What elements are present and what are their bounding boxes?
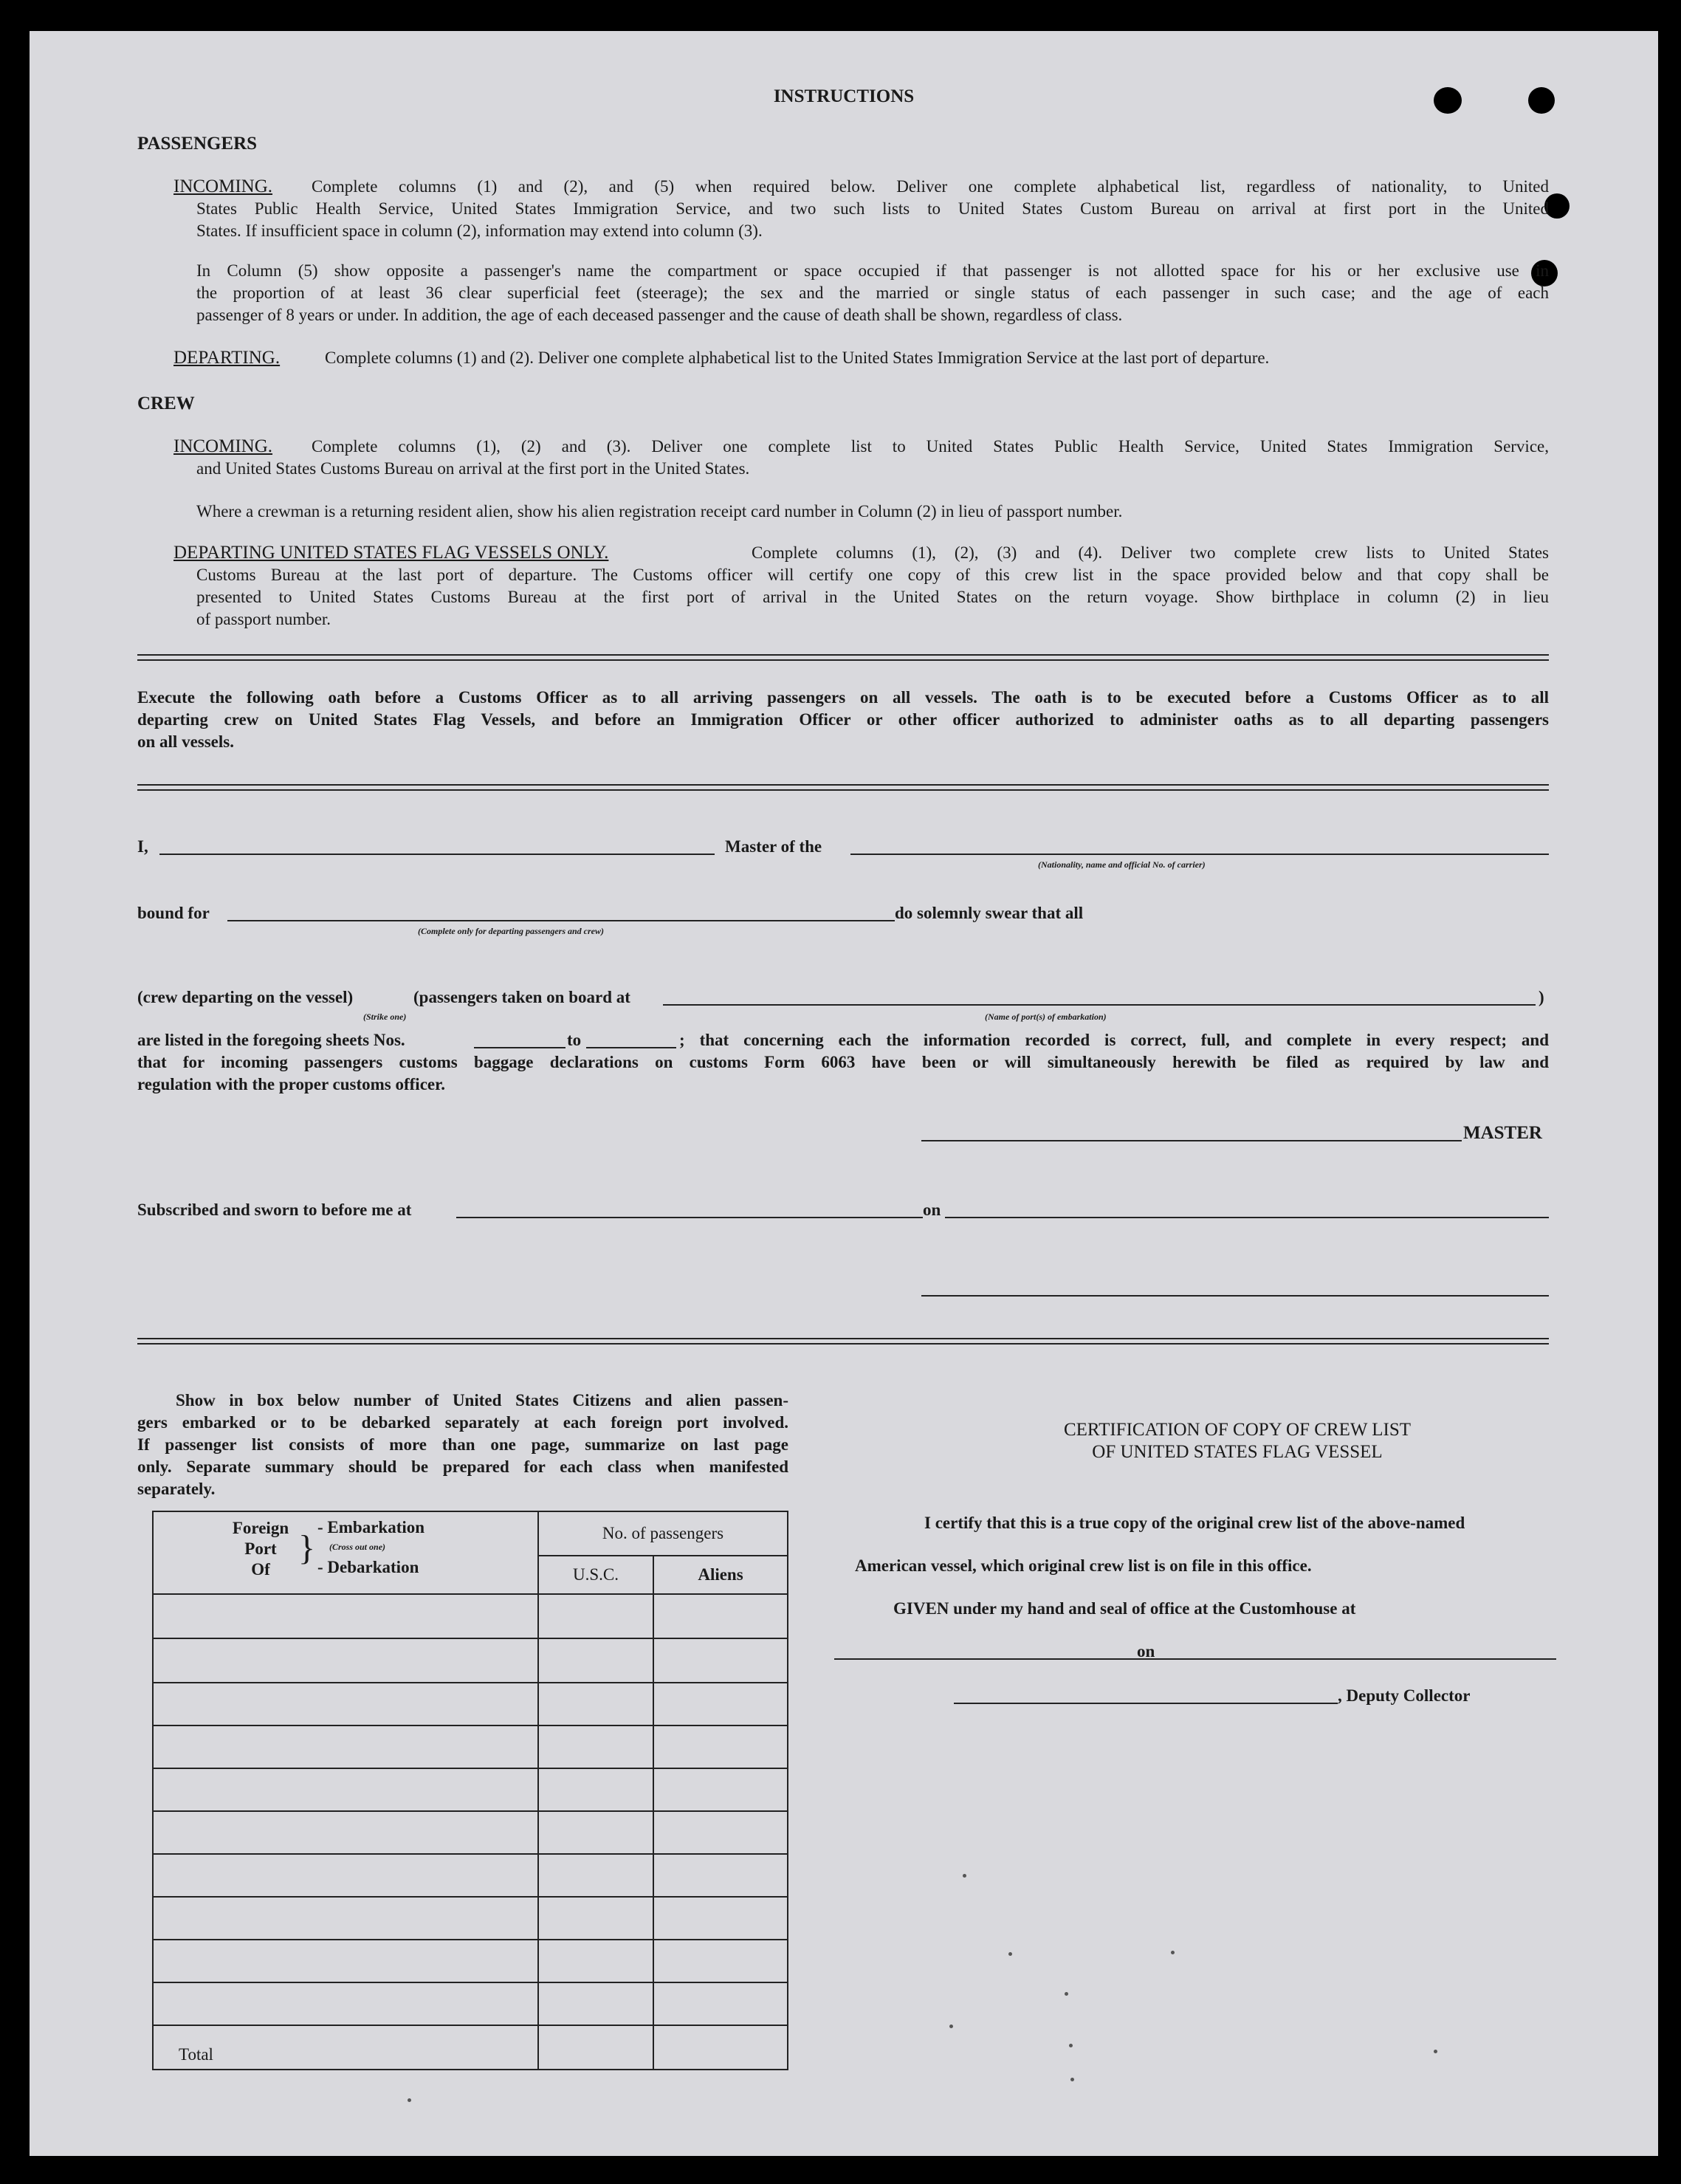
usc-cell[interactable] [538,1594,653,1638]
certify-line: I certify that this is a true copy of the original crew list of the above-named [924,1514,1465,1532]
listed-label: are listed in the foregoing sheets Nos. [137,1031,405,1049]
table-row [153,1594,788,1638]
summary-instruction-line: If passenger list consists of more than one page, summarize on last page [137,1435,788,1454]
crew-departing-line: Customs Bureau at the last port of departure. The Customs officer will certify one copy of this crew list in the space provided below and that copy shall be [196,566,1549,584]
table-row [153,1940,788,1982]
strike-caption: (Strike one) [363,1012,407,1022]
usc-cell[interactable] [538,1638,653,1683]
crew-departing-line: of passport number. [196,610,331,628]
table-row [153,1982,788,2025]
embarkation-ports-field[interactable] [663,1004,1536,1006]
table-row [153,1683,788,1725]
passengers-incoming-line: States Public Health Service, United States Immigration Service, and two such lists to United States Custom Bureau on arrival at first port in the United [196,199,1549,218]
usc-cell[interactable] [538,1897,653,1940]
port-cell[interactable] [153,1725,538,1768]
passengers-incoming-line: Complete columns (1) and (2), and (5) when required below. Deliver one complete alphabetical list, regardless of nationality, to United [312,177,1549,196]
aliens-cell[interactable] [653,1638,788,1683]
american-vessel-line: American vessel, which original crew list is on file in this office. [855,1556,1312,1575]
carrier-caption: (Nationality, name and official No. of carrier) [1038,859,1206,870]
passenger-summary-table [152,1511,788,2070]
foreign-port-label: Foreign [232,1519,289,1537]
oath-i-label: I, [137,837,148,856]
aliens-cell[interactable] [653,1594,788,1638]
summary-instruction-line: gers embarked or to be debarked separately at each foreign port involved. [137,1413,788,1432]
usc-cell[interactable] [538,1683,653,1725]
usc-cell[interactable] [538,1725,653,1768]
cert-on-label: on [1137,1642,1155,1661]
speck [1065,1992,1068,1996]
aliens-cell[interactable] [653,1940,788,1982]
table-row [153,1725,788,1768]
master-of-label: Master of the [725,837,822,856]
master-signature-field[interactable] [921,1140,1462,1141]
column5-line: In Column (5) show opposite a passenger's name the compartment or space occupied if that passenger is not allotted space for his or her exclusive use in [196,261,1549,280]
divider [137,654,1549,661]
port-cell[interactable] [153,1638,538,1683]
passengers-heading: PASSENGERS [137,134,258,154]
summary-instruction-line: Show in box below number of United States Citizens and alien passen- [176,1391,788,1409]
subscribed-on-label: on [923,1201,941,1219]
usc-cell[interactable] [538,1982,653,2025]
divider [137,1338,1549,1345]
port-cell[interactable] [153,1768,538,1811]
regulation-line: regulation with the proper customs officer. [137,1075,445,1093]
brace-icon: } [298,1528,316,1567]
speck [1069,2044,1073,2047]
sheets-to-field[interactable] [586,1047,676,1048]
table-row [153,1897,788,1940]
aliens-cell[interactable] [653,1768,788,1811]
cross-out-caption: (Cross out one) [329,1542,386,1552]
certification-title: OF UNITED STATES FLAG VESSEL [1092,1442,1383,1462]
page-title: INSTRUCTIONS [773,86,915,106]
speck [963,1874,966,1878]
port-cell[interactable] [153,1897,538,1940]
subscribed-label: Subscribed and sworn to before me at [137,1201,412,1219]
crew-departing-option: (crew departing on the vessel) [137,988,354,1006]
aliens-cell[interactable] [653,1683,788,1725]
speck [1171,1951,1175,1954]
foreign-port-label: Port [244,1539,277,1558]
sheets-from-field[interactable] [474,1047,566,1048]
oath-intro-line: Execute the following oath before a Customs Officer as to all arriving passengers on all vessels. The oath is to be executed before a Customs Officer as to all [137,688,1549,707]
subscribed-date-field[interactable] [945,1217,1549,1218]
oath-intro-line: on all vessels. [137,732,234,751]
deputy-collector-label: , Deputy Collector [1338,1686,1471,1705]
usc-cell[interactable] [538,1854,653,1897]
crew-incoming-label: INCOMING. [173,436,273,456]
given-line: GIVEN under my hand and seal of office at the Customhouse at [893,1599,1356,1618]
aliens-cell[interactable] [653,1897,788,1940]
aliens-cell[interactable] [653,1854,788,1897]
summary-instruction-line: separately. [137,1480,216,1498]
total-row [153,2025,788,2070]
certification-title: CERTIFICATION OF COPY OF CREW LIST [1063,1420,1412,1440]
aliens-cell[interactable] [653,1811,788,1854]
swear-label: do solemnly swear that all [895,904,1084,922]
listed-rest: ; that concerning each the information recorded is correct, full, and complete in every respect; and [679,1031,1549,1049]
officer-signature-field[interactable] [921,1295,1549,1297]
bound-for-field[interactable] [227,920,895,921]
oath-intro-line: departing crew on United States Flag Vessels, and before an Immigration Officer or other officer authorized to administer oaths as to all departing passengers [137,710,1549,729]
table-row [153,1768,788,1811]
usc-total-cell[interactable] [538,2025,653,2070]
column5-line: passenger of 8 years or under. In addition, the age of each deceased passenger and the cause of death shall be shown, regardless of class. [196,306,1123,324]
table-row [153,1638,788,1683]
passengers-departing-text: Complete columns (1) and (2). Deliver one complete alphabetical list to the United States Immigration Service at the last port of departure. [325,348,1270,367]
embarkation-label: - Embarkation [317,1518,425,1536]
crew-heading: CREW [137,394,195,413]
usc-cell[interactable] [538,1768,653,1811]
baggage-line: that for incoming passengers customs baggage declarations on customs Form 6063 have been or will simultaneously herewith be filed as required by law and [137,1053,1549,1071]
no-of-passengers-header: No. of passengers [538,1511,788,1556]
foreign-port-label: Of [251,1560,270,1579]
summary-instruction-line: only. Separate summary should be prepared for each class when manifested [137,1457,788,1476]
port-cell[interactable] [153,1854,538,1897]
foreign-port-header [153,1511,538,1594]
bound-for-label: bound for [137,904,210,922]
usc-header: U.S.C. [538,1556,653,1594]
carrier-field[interactable] [850,854,1549,855]
speck [1008,1952,1012,1956]
aliens-cell[interactable] [653,1725,788,1768]
speck [1434,2050,1437,2053]
passengers-incoming-label: INCOMING. [173,176,273,196]
master-name-field[interactable] [159,854,715,855]
table-row [153,1854,788,1897]
crew-incoming-line: and United States Customs Bureau on arrival at the first port in the United States. [196,459,750,478]
crew-departing-line: presented to United States Customs Bureau at the first port of arrival in the United States on the return voyage. Show birthplace in column (2) in lieu [196,588,1549,606]
aliens-total-cell[interactable] [653,2025,788,2070]
passengers-departing-label: DEPARTING. [173,348,281,368]
column5-line: the proportion of at least 36 clear superficial feet (steerage); the sex and the married or single status of each passenger in such case; and the age of each [196,284,1549,302]
crew-resident-text: Where a crewman is a returning resident alien, show his alien registration receipt card number in Column (2) in lieu of passport number. [196,502,1123,521]
usc-cell[interactable] [538,1940,653,1982]
passengers-option: (passengers taken on board at [413,988,630,1006]
aliens-cell[interactable] [653,1982,788,2025]
bound-caption: (Complete only for departing passengers and crew) [418,926,604,936]
debarkation-label: - Debarkation [317,1558,419,1576]
speck [408,2098,411,2102]
crew-incoming-line: Complete columns (1), (2) and (3). Deliver one complete list to United States Public Health Service, United States Immigration Service, [312,437,1549,456]
ports-caption: (Name of port(s) of embarkation) [985,1012,1107,1022]
crew-departing-label: DEPARTING UNITED STATES FLAG VESSELS ONLY. [173,543,609,563]
port-cell[interactable] [153,1594,538,1638]
port-cell[interactable] [153,1982,538,2025]
divider [137,784,1549,791]
customhouse-date-field[interactable] [1162,1658,1556,1660]
master-label: MASTER [1463,1123,1542,1143]
passengers-incoming-line: States. If insufficient space in column (2), information may extend into column (3). [196,222,763,240]
speck [1070,2078,1074,2081]
aliens-header: Aliens [653,1556,788,1594]
close-paren: ) [1539,988,1544,1006]
to-label: to [567,1031,582,1049]
port-cell[interactable] [153,1811,538,1854]
port-cell[interactable] [153,1940,538,1982]
crew-departing-line: Complete columns (1), (2), (3) and (4). Deliver two complete crew lists to United States [752,543,1549,562]
deputy-collector-signature-field[interactable] [954,1703,1338,1704]
table-row [153,1811,788,1854]
port-cell[interactable] [153,1683,538,1725]
document-page [30,31,1658,2156]
subscribed-place-field[interactable] [456,1217,923,1218]
customhouse-place-field[interactable] [834,1658,1162,1660]
speck [949,2025,953,2028]
usc-cell[interactable] [538,1811,653,1854]
total-label: Total [153,2025,538,2070]
